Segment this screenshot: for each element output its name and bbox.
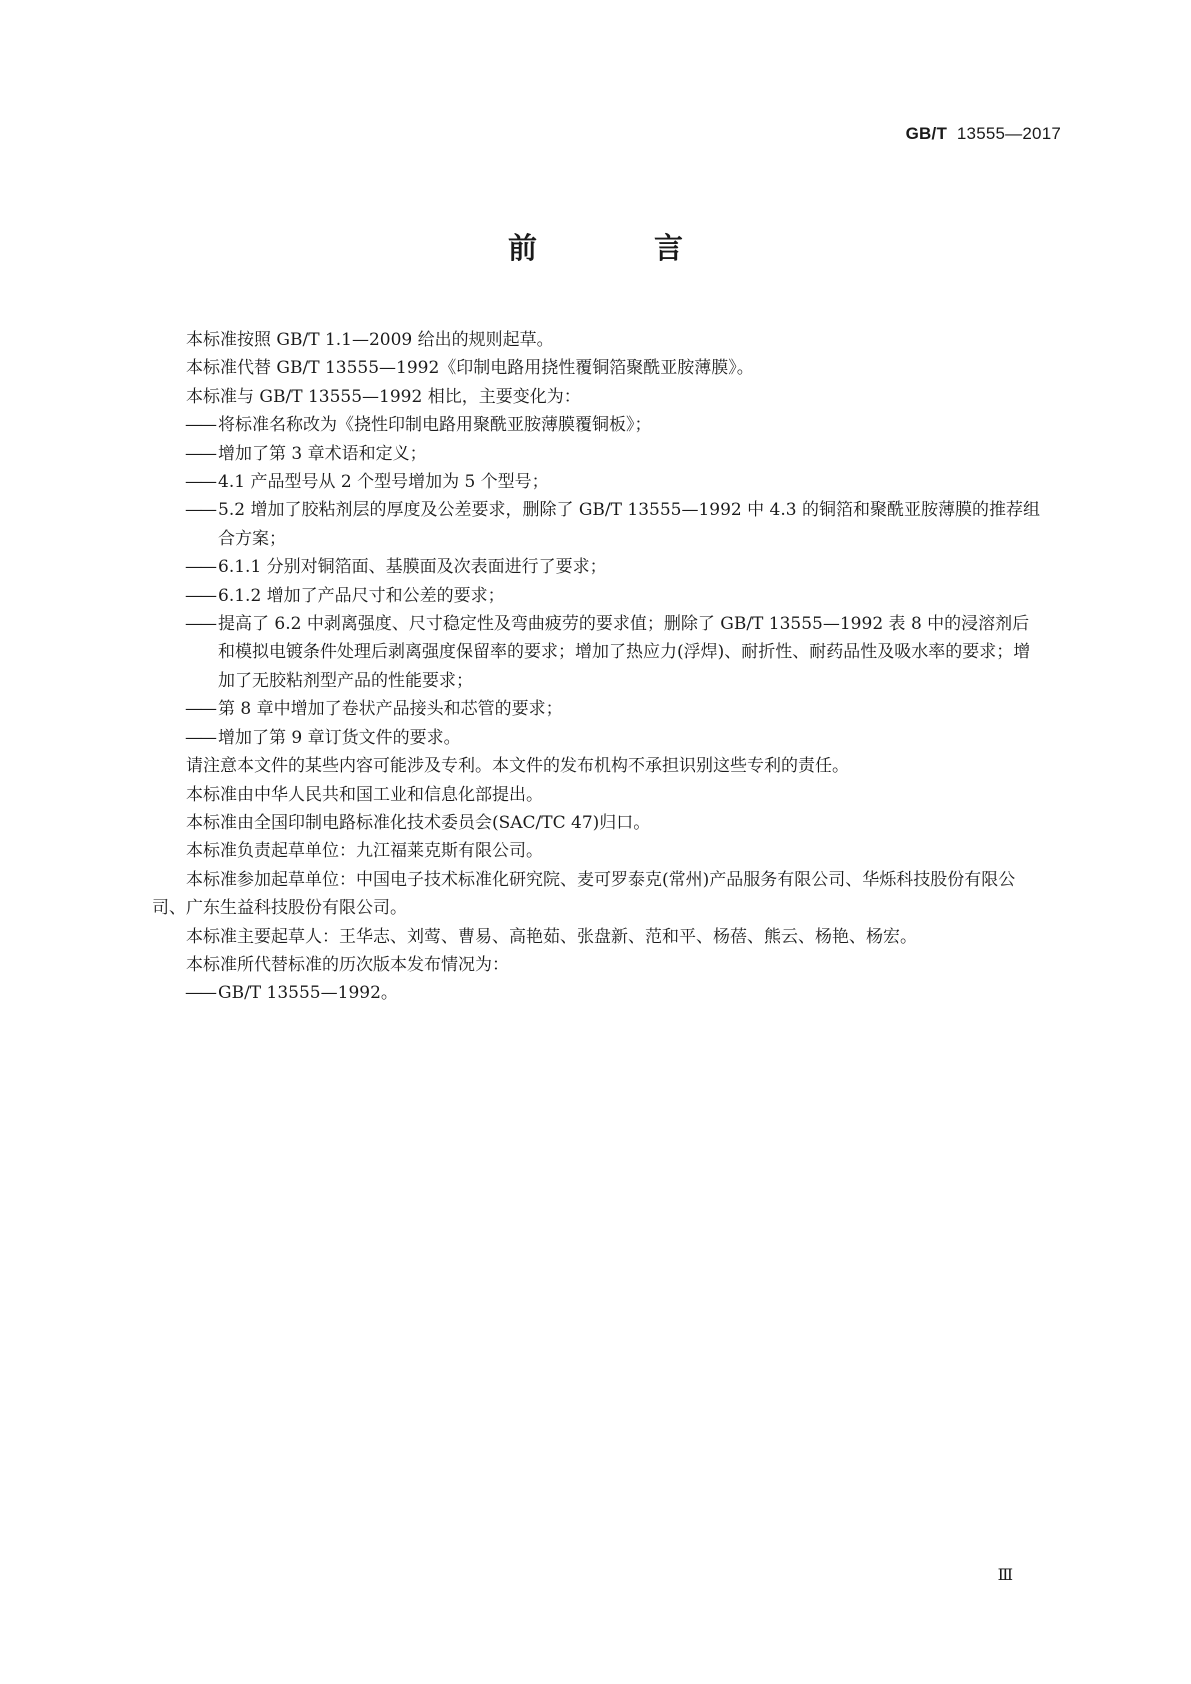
change-item: [152, 496, 1044, 553]
dash-marker: ——: [185, 557, 215, 578]
paragraph-main-drafters: 本标准主要起草人：王华志、刘莺、曹易、高艳茹、张盘新、范和平、杨蓓、熊云、杨艳、杨宏。: [186, 926, 917, 947]
page-number: Ⅲ: [997, 1567, 1013, 1584]
change-item: [152, 553, 1044, 581]
paragraph-changes-intro: 本标准与 GB/T 13555—1992 相比，主要变化为：: [186, 386, 581, 407]
change-item-text: 4.1 产品型号从 2 个型号增加为 5 个型号；: [218, 472, 549, 493]
dash-marker: ——: [185, 699, 215, 720]
change-item-text: 6.1.2 增加了产品尺寸和公差的要求；: [218, 585, 505, 606]
change-item-text: 5.2 增加了胶粘剂层的厚度及公差要求，删除了 GB/T 13555—1992 中 4.3 的铜箔和聚酰亚胺薄膜的推荐组合方案；: [218, 500, 1040, 549]
dash-marker: ——: [185, 983, 215, 1004]
history-item-text: GB/T 13555—1992。: [218, 983, 398, 1004]
document-code: [906, 124, 1061, 144]
dash-marker: ——: [185, 727, 215, 748]
change-item: [152, 468, 1044, 496]
paragraph-centralized-by: 本标准由全国印制电路标准化技术委员会(SAC/TC 47)归口。: [186, 812, 651, 833]
paragraph-replaces: 本标准代替 GB/T 13555—1992《印制电路用挠性覆铜箔聚酰亚胺薄膜》。: [186, 358, 754, 379]
change-item: [152, 440, 1044, 468]
dash-marker: ——: [185, 415, 215, 436]
change-item-text: 提高了 6.2 中剥离强度、尺寸稳定性及弯曲疲劳的要求值；删除了 GB/T 13555—1992 表 8 中的浸溶剂后和模拟电镀条件处理后剥离强度保留率的要求；增加了热应力(浮焊)、耐折性、耐药品性及吸水率的要求；增加了无胶粘剂型产品的性能要求；: [218, 614, 1031, 691]
dash-marker: ——: [185, 472, 215, 493]
dash-marker: ——: [185, 614, 215, 635]
dash-marker: ——: [185, 585, 215, 606]
paragraph-lead-drafter: 本标准负责起草单位：九江福莱克斯有限公司。: [186, 841, 543, 862]
paragraph-participating-drafters: 本标准参加起草单位：中国电子技术标准化研究院、麦可罗泰克(常州)产品服务有限公司、华烁科技股份有限公司、广东生益科技股份有限公司。: [152, 869, 1016, 919]
change-item: [152, 610, 1044, 695]
document-code-prefix: GB/T: [905, 124, 948, 143]
paragraph-version-history-intro: 本标准所代替标准的历次版本发布情况为：: [186, 954, 509, 975]
paragraph-drafting-rules: 本标准按照 GB/T 1.1—2009 给出的规则起草。: [186, 330, 554, 350]
paragraph-patent-notice: 请注意本文件的某些内容可能涉及专利。本文件的发布机构不承担识别这些专利的责任。: [186, 756, 849, 777]
dash-marker: ——: [185, 500, 215, 521]
paragraph-proposed-by: 本标准由中华人民共和国工业和信息化部提出。: [186, 784, 543, 805]
change-item: [152, 411, 1044, 439]
change-item: [152, 582, 1044, 610]
dash-marker: ——: [185, 443, 215, 464]
change-item: [152, 724, 1044, 752]
history-item: [152, 979, 1044, 1007]
change-item: [152, 695, 1044, 723]
change-item-text: 第 8 章中增加了卷状产品接头和芯管的要求；: [218, 699, 563, 720]
change-item-text: 增加了第 3 章术语和定义；: [218, 443, 427, 464]
change-item-text: 6.1.1 分别对铜箔面、基膜面及次表面进行了要求；: [218, 557, 607, 578]
change-item-text: 将标准名称改为《挠性印制电路用聚酰亚胺薄膜覆铜板》；: [218, 415, 652, 436]
change-item-text: 增加了第 9 章订货文件的要求。: [218, 727, 461, 748]
document-code-number: 13555—2017: [956, 124, 1061, 143]
foreword-body: [152, 326, 1044, 1008]
page-title: 前 言: [507, 231, 727, 265]
